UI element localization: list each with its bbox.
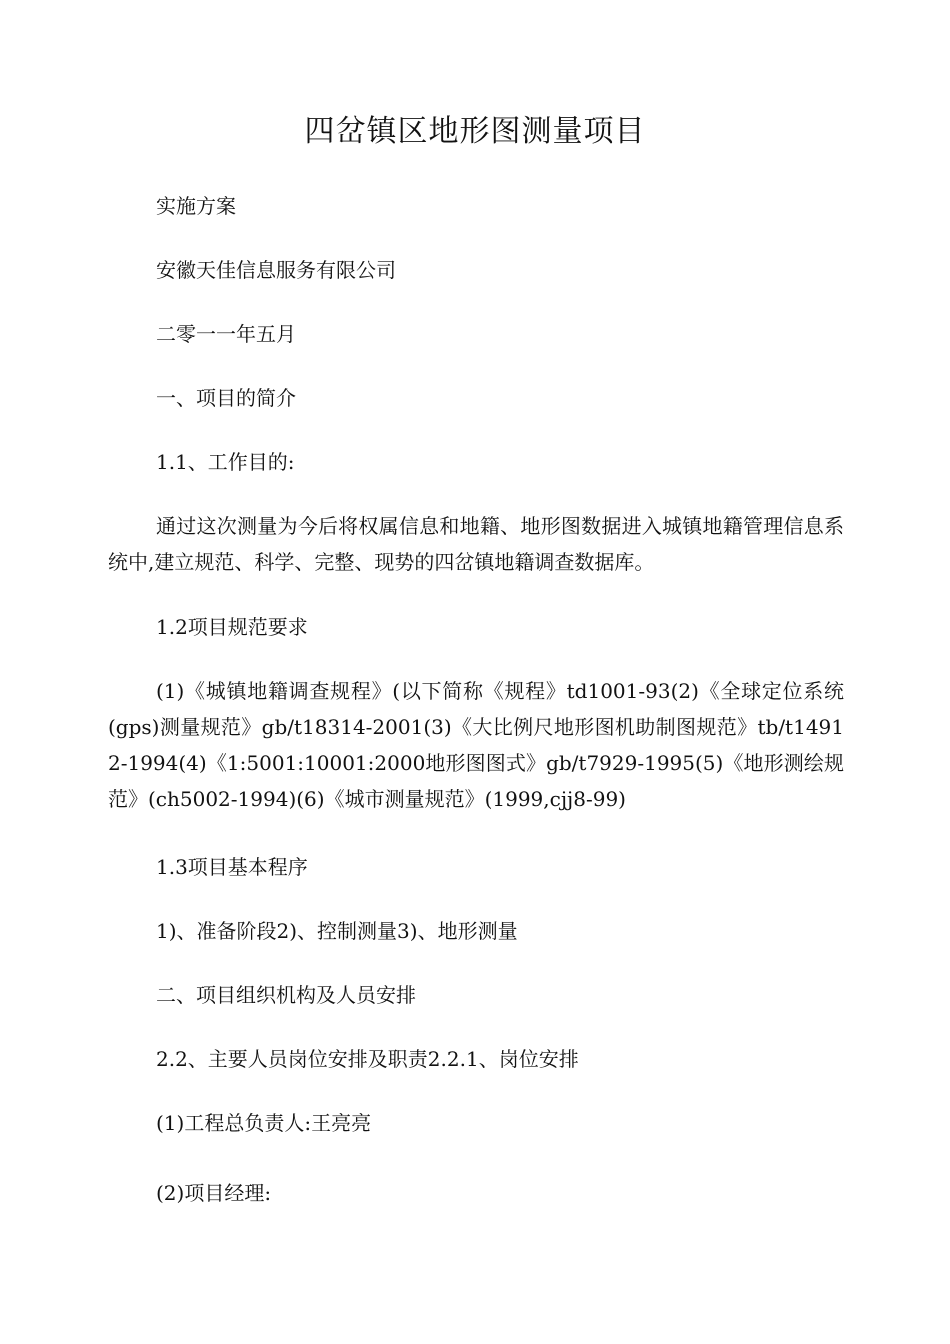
company-name: 安徽天佳信息服务有限公司 [156, 258, 396, 282]
section-1-3-heading: 1.3项目基本程序 [156, 855, 308, 879]
document-date: 二零一一年五月 [156, 322, 296, 346]
section-1-2-heading: 1.2项目规范要求 [156, 615, 308, 639]
document-title: 四岔镇区地形图测量项目 [304, 114, 646, 149]
section-1-2-body: (1)《城镇地籍调查规程》(以下简称《规程》td1001-93(2)《全球定位系统(gps)测量规范》gb/t18314-2001(3)《大比例尺地形图机助制图规范》tb/t14912-1994(4)《1:5001:10001:2000地形图图式》gb/t7929-1995(5)《地形测绘规范》(ch5002-1994)(6)《城市测量规范》(1999,cjj8-99) [108, 679, 844, 811]
section-1-1-body: 通过这次测量为今后将权属信息和地籍、地形图数据进入城镇地籍管理信息系统中,建立规范、科学、完整、现势的四岔镇地籍调查数据库。 [108, 514, 844, 574]
section-1-3-body: 1)、准备阶段2)、控制测量3)、地形测量 [156, 919, 518, 943]
section-2-2-heading: 2.2、主要人员岗位安排及职责2.2.1、岗位安排 [156, 1047, 579, 1071]
document-subtitle: 实施方案 [156, 194, 236, 218]
role-chief-engineer: (1)工程总负责人:王亮亮 [156, 1111, 372, 1135]
section-1-heading: 一、项目的简介 [156, 386, 296, 410]
section-1-1-heading: 1.1、工作目的: [156, 450, 295, 474]
role-project-manager: (2)项目经理: [156, 1181, 272, 1205]
section-2-heading: 二、项目组织机构及人员安排 [156, 983, 416, 1007]
